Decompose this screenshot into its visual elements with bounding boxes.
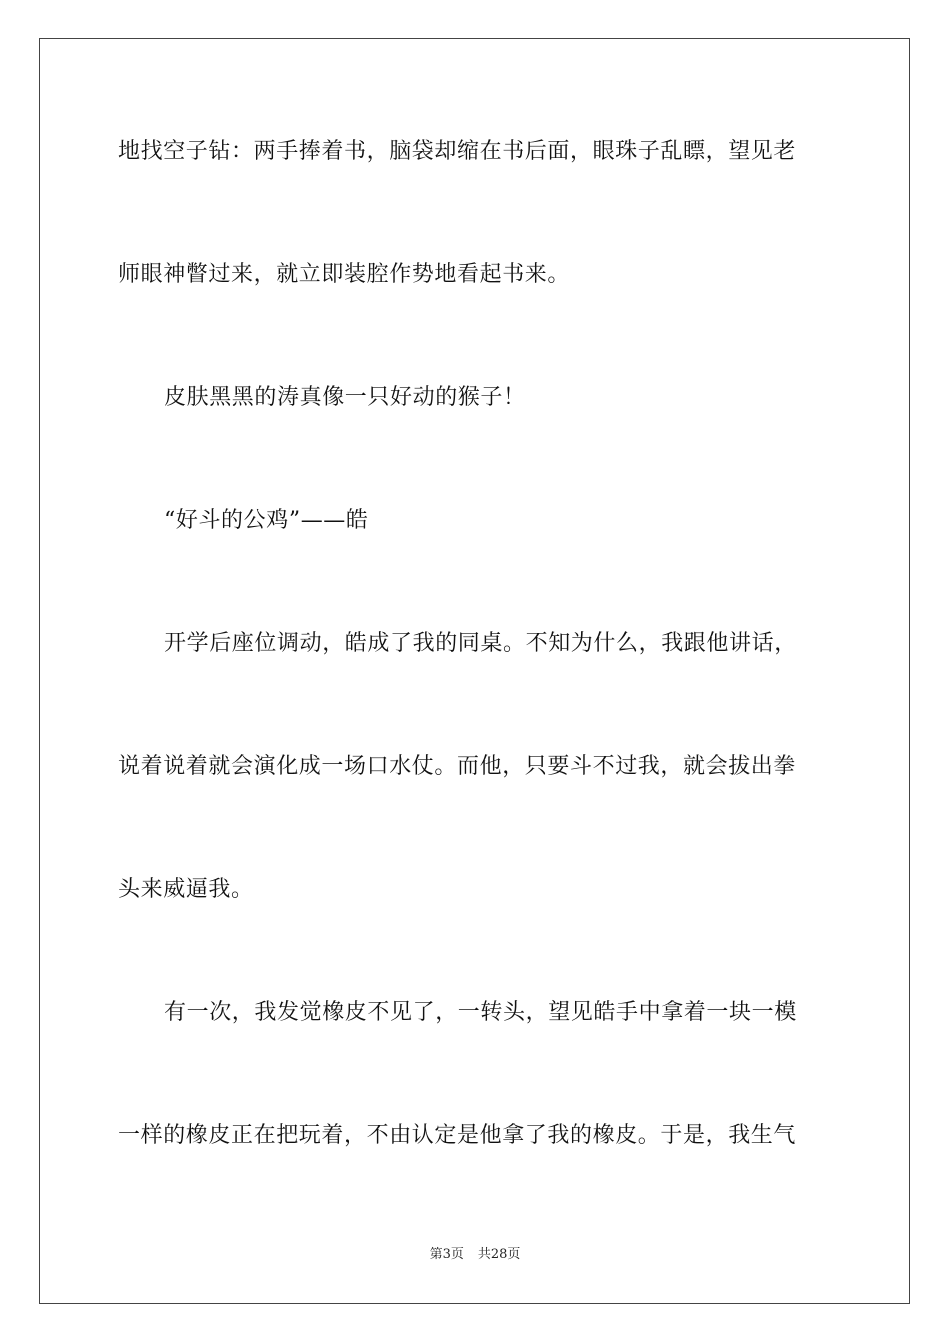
page-footer bbox=[0, 1246, 950, 1264]
paragraph-line-9: 一样的橡皮正在把玩着，不由认定是他拿了我的橡皮。于是，我生气 bbox=[118, 1123, 797, 1148]
paragraph-line-5: 开学后座位调动，皓成了我的同桌。不知为什么，我跟他讲话， bbox=[164, 631, 797, 656]
paragraph-line-2: 师眼神瞥过来，就立即装腔作势地看起书来。 bbox=[118, 262, 571, 287]
section-heading: “好斗的公鸡”——皓 bbox=[164, 508, 369, 533]
paragraph-line-8: 有一次，我发觉橡皮不见了，一转头，望见皓手中拿着一块一模 bbox=[164, 1000, 797, 1025]
total-pages: 共28页 bbox=[477, 1247, 521, 1262]
paragraph-line-3: 皮肤黑黑的涛真像一只好动的猴子！ bbox=[164, 385, 526, 410]
page-border bbox=[39, 38, 910, 1304]
paragraph-line-7: 头来威逼我。 bbox=[118, 877, 254, 902]
page-number: 第3页 bbox=[429, 1247, 464, 1262]
paragraph-line-6: 说着说着就会演化成一场口水仗。而他，只要斗不过我，就会拔出拳 bbox=[118, 754, 797, 779]
paragraph-line-1: 地找空子钻：两手捧着书，脑袋却缩在书后面，眼珠子乱瞟，望见老 bbox=[118, 139, 797, 164]
